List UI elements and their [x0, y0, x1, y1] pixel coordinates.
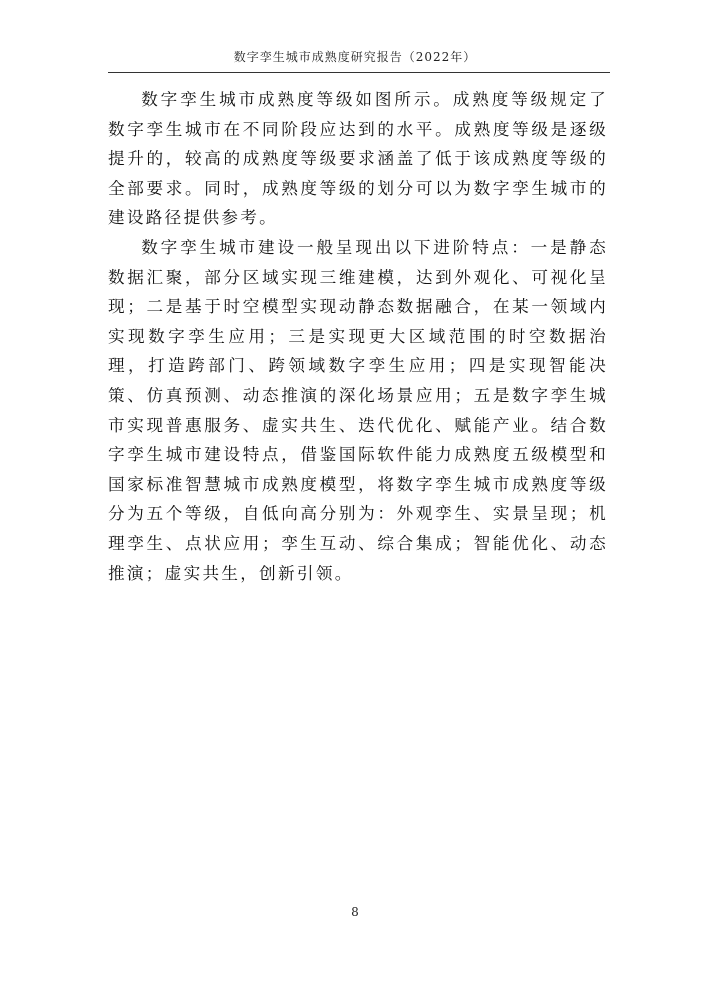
body-text: [108, 85, 608, 588]
page-number: 8: [351, 905, 359, 919]
paragraph-construction-features: 数字孪生城市建设一般呈现出以下进阶特点：一是静态数据汇聚，部分区域实现三维建模，达到外观化、可视化呈现；二是基于时空模型实现动静态数据融合，在某一领域内实现数字孪生应用；三是实现更大区域范围的时空数据治理，打造跨部门、跨领域数字孪生应用；四是实现智能决策、仿真预测、动态推演的深化场景应用；五是数字孪生城市实现普惠服务、虚实共生、迭代优化、赋能产业。结合数字孪生城市建设特点，借鉴国际软件能力成熟度五级模型和国家标准智慧城市成熟度模型，将数字孪生城市成熟度等级分为五个等级，自低向高分别为：外观孪生、实景呈现；机理孪生、点状应用；孪生互动、综合集成；智能优化、动态推演；虚实共生，创新引领。: [108, 237, 608, 583]
header-divider: [108, 72, 610, 73]
paragraph-maturity-levels: 数字孪生城市成熟度等级如图所示。成熟度等级规定了数字孪生城市在不同阶段应达到的水平。成熟度等级是逐级提升的，较高的成熟度等级要求涵盖了低于该成熟度等级的全部要求。同时，成熟度等级的划分可以为数字孪生城市的建设路径提供参考。: [108, 90, 608, 228]
running-header: 数字孪生城市成熟度研究报告（2022年）: [233, 50, 477, 64]
